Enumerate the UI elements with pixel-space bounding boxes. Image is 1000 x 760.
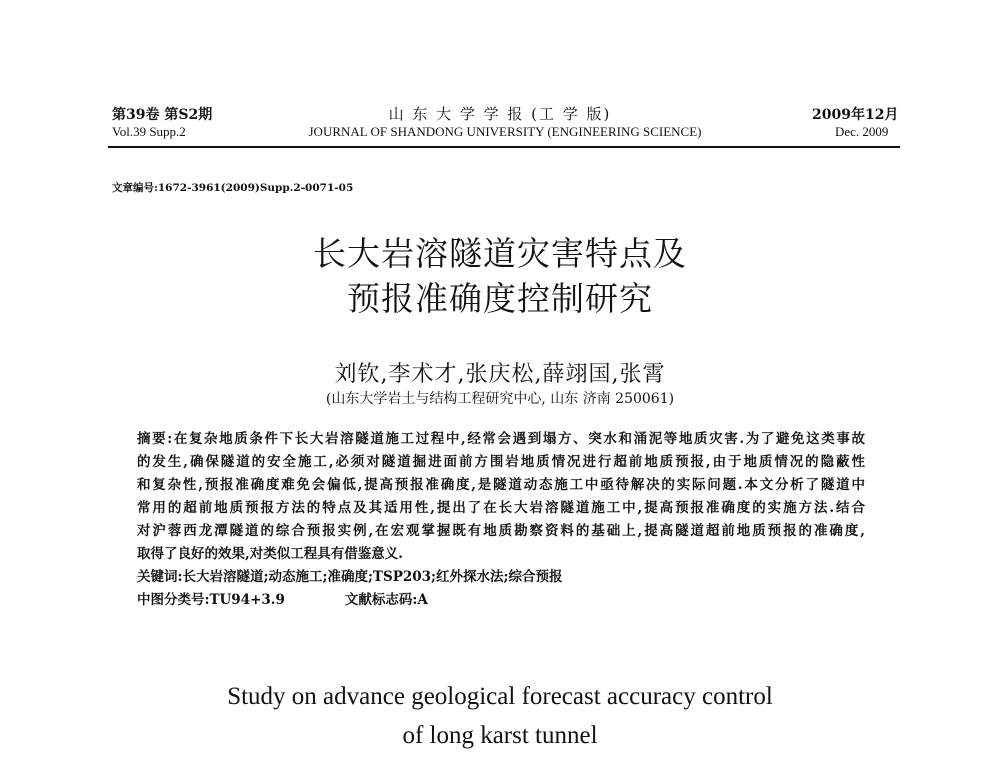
header-rule — [108, 146, 900, 148]
affiliation: (山东大学岩土与结构工程研究中心, 山东 济南 250061) — [325, 391, 675, 407]
clc-number: 中图分类号:TU94+3.9 — [137, 592, 285, 608]
authors: 刘钦,李术才,张庆松,薛翊国,张霄 — [334, 362, 666, 387]
title-line-1: 长大岩溶隧道灾害特点及 — [313, 234, 687, 273]
volume-en: Vol.39 Supp.2 — [112, 124, 186, 139]
abstract-line: 摘要:在复杂地质条件下长大岩溶隧道施工过程中,经常会遇到塌方、突水和涌泥等地质灾害.为了避免这类事故 — [137, 431, 865, 447]
volume-cn: 第39卷 第S2期 — [112, 107, 213, 123]
abstract-line: 和复杂性,预报准确度难免会偏低,提高预报准确度,是隧道动态施工中亟待解决的实际问题.本文分析了隧道中 — [137, 477, 865, 493]
english-title-line-1: Study on advance geological forecast accuracy control — [227, 683, 773, 710]
journal-cn: 山 东 大 学 学 报 (工 学 版) — [388, 105, 612, 123]
journal-en: JOURNAL OF SHANDONG UNIVERSITY (ENGINEERING SCIENCE) — [308, 124, 702, 139]
abstract-line: 的发生,确保隧道的安全施工,必须对隧道掘进面前方围岩地质情况进行超前地质预报,由于地质情况的隐蔽性 — [137, 454, 865, 470]
abstract — [137, 428, 865, 612]
document-code: 文献标志码:A — [344, 592, 428, 608]
abstract-line: 对沪蓉西龙潭隧道的综合预报实例,在宏观掌握既有地质勘察资料的基础上,提高隧道超前地质预报的准确度, — [137, 523, 865, 539]
abstract-line: 常用的超前地质预报方法的特点及其适用性,提出了在长大岩溶隧道施工中,提高预报准确度的实施方法.结合 — [137, 500, 865, 516]
date-cn: 2009年12月 — [812, 107, 899, 123]
date-en: Dec. 2009 — [835, 124, 889, 139]
english-title-line-2: of long karst tunnel — [402, 722, 598, 749]
classification-line — [137, 589, 865, 612]
abstract-line: 取得了良好的效果,对类似工程具有借鉴意义. — [137, 546, 403, 562]
title-line-2: 预报准确度控制研究 — [347, 279, 653, 318]
keywords: 关键词:长大岩溶隧道;动态施工;准确度;TSP203;红外探水法;综合预报 — [137, 569, 563, 585]
article-id: 文章编号:1672-3961(2009)Supp.2-0071-05 — [112, 182, 354, 194]
